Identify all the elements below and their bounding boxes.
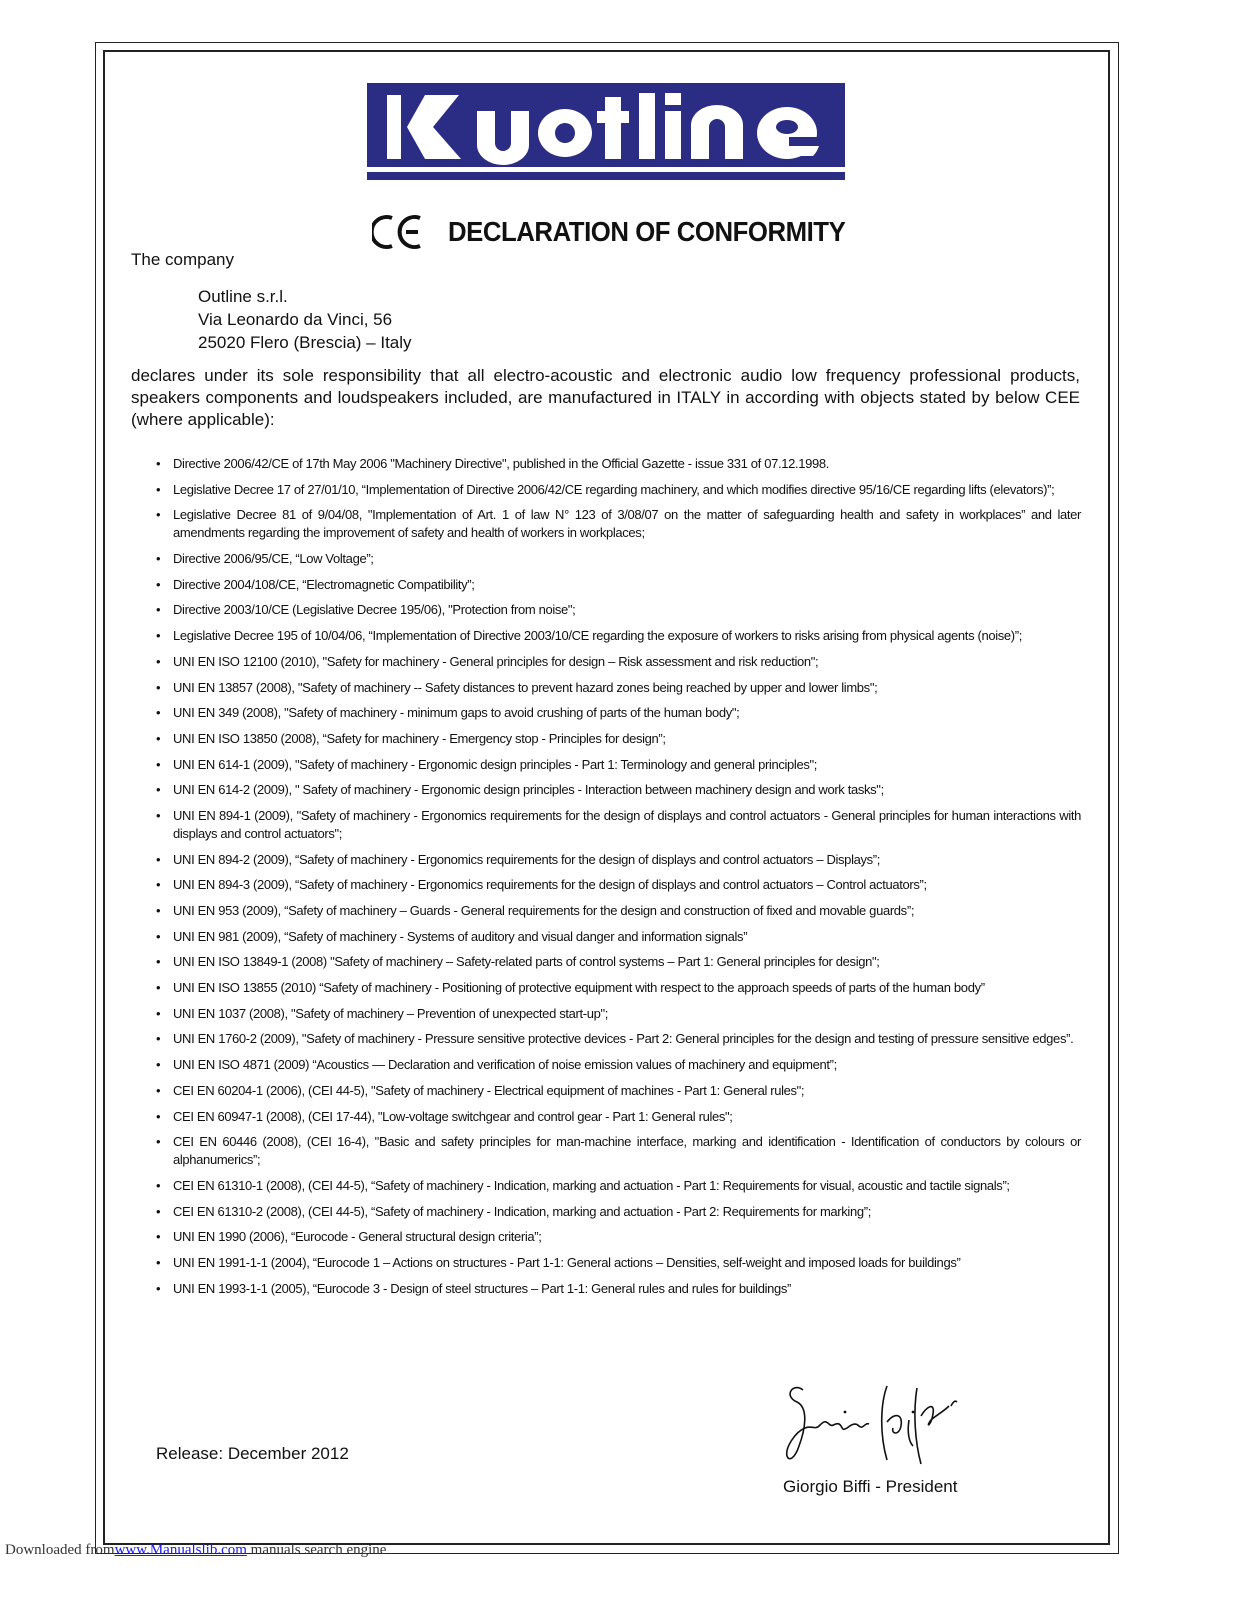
directive-item: • Directive 2006/95/CE, “Low Voltage”; [156,550,1081,568]
directive-item: • Legislative Decree 81 of 9/04/08, "Implementation of Art. 1 of law N° 123 of 3/08/07 on the matter of safeguarding health and safety in workplaces” and later amendments regarding the improvement of safety and health of workers in workplaces; [156,506,1081,542]
directive-item: • UNI EN ISO 4871 (2009) “Acoustics — Declaration and verification of noise emission values of machinery and equipment”; [156,1056,1081,1074]
directive-item: • UNI EN ISO 12100 (2010), "Safety for machinery - General principles for design – Risk assessment and risk reduction"; [156,653,1081,671]
directive-item: • Directive 2006/42/CE of 17th May 2006 "Machinery Directive", published in the Official Gazette - issue 331 of 07.12.1998. [156,455,1081,473]
directive-item: • CEI EN 61310-2 (2008), (CEI 44-5), “Safety of machinery - Indication, marking and actuation - Part 2: Requirements for marking”; [156,1203,1081,1221]
directive-item: • UNI EN ISO 13850 (2008), “Safety for machinery - Emergency stop - Principles for design”; [156,730,1081,748]
directive-item: • UNI EN 1760-2 (2009), "Safety of machinery - Pressure sensitive protective devices - Part 2: General principles for the design and testing of pressure sensitive edges”. [156,1030,1081,1048]
company-name: Outline s.r.l. [198,287,288,306]
directive-item: • CEI EN 61310-1 (2008), (CEI 44-5), “Safety of machinery - Indication, marking and actuation - Part 1: Requirements for visual, acoustic and tactile signals”; [156,1177,1081,1195]
ce-mark-icon [372,214,424,250]
directive-item: • Directive 2004/108/CE, “Electromagnetic Compatibility”; [156,576,1081,594]
company-city: 25020 Flero (Brescia) – Italy [198,333,412,352]
directive-item: • UNI EN 894-2 (2009), “Safety of machinery - Ergonomics requirements for the design of displays and control actuators – Displays”; [156,851,1081,869]
directive-item: • Directive 2003/10/CE (Legislative Decree 195/06), "Protection from noise"; [156,601,1081,619]
directive-item: • UNI EN 1990 (2006), “Eurocode - General structural design criteria”; [156,1228,1081,1246]
directive-item: • Legislative Decree 195 of 10/04/06, “Implementation of Directive 2003/10/CE regarding the exposure of workers to risks arising from physical agents (noise)”; [156,627,1081,645]
download-footer [5,1542,386,1559]
directive-item: • UNI EN 1993-1-1 (2005), “Eurocode 3 - Design of steel structures – Part 1-1: General rules and rules for buildings” [156,1280,1081,1298]
directive-item: • UNI EN 894-1 (2009), "Safety of machinery - Ergonomics requirements for the design of displays and control actuators - General principles for human interactions with displays and control actuators"; [156,807,1081,843]
directive-item: • UNI EN 1991-1-1 (2004), “Eurocode 1 – Actions on structures - Part 1-1: General actions – Densities, self-weight and imposed loads for buildings” [156,1254,1081,1272]
directive-item: • UNI EN 894-3 (2009), “Safety of machinery - Ergonomics requirements for the design of displays and control actuators – Control actuators”; [156,876,1081,894]
signature-image [775,1372,965,1472]
footer-suffix: manuals search engine [246,1542,387,1558]
outline-logo [367,83,845,180]
document-title: DECLARATION OF CONFORMITY [448,216,846,247]
title-row [372,212,880,252]
signer-name: Giorgio Biffi - President [783,1477,958,1496]
company-intro: The company [131,250,234,269]
footer-prefix: Downloaded from [5,1542,115,1558]
manualslib-link[interactable]: www.Manualslib.com [114,1542,247,1558]
directive-item: • UNI EN 614-2 (2009), " Safety of machinery - Ergonomic design principles - Interaction between machinery design and work tasks"; [156,781,1081,799]
directive-item: • UNI EN 614-1 (2009), "Safety of machinery - Ergonomic design principles - Part 1: Terminology and general principles"; [156,756,1081,774]
directive-item: • UNI EN 1037 (2008), "Safety of machinery – Prevention of unexpected start-up"; [156,1005,1081,1023]
directive-item: • CEI EN 60446 (2008), (CEI 16-4), "Basic and safety principles for man-machine interface, marking and identification - Identification of conductors by colours or alphanumerics”; [156,1133,1081,1169]
directive-item: • UNI EN 953 (2009), “Safety of machinery – Guards - General requirements for the design and construction of fixed and movable guards”; [156,902,1081,920]
directive-item: • UNI EN ISO 13849-1 (2008) "Safety of machinery – Safety-related parts of control systems – Part 1: General principles for design"; [156,953,1081,971]
directive-item: • UNI EN 13857 (2008), "Safety of machinery -- Safety distances to prevent hazard zones being reached by upper and lower limbs"; [156,679,1081,697]
directives-list [156,455,1081,1305]
company-address [198,285,412,354]
company-street: Via Leonardo da Vinci, 56 [198,310,393,329]
directive-item: • CEI EN 60204-1 (2006), (CEI 44-5), "Safety of machinery - Electrical equipment of machines - Part 1: General rules"; [156,1082,1081,1100]
directive-item: • Legislative Decree 17 of 27/01/10, “Implementation of Directive 2006/42/CE regarding machinery, and which modifies directive 95/16/CE regarding lifts (elevators)”; [156,481,1081,499]
release-date: Release: December 2012 [156,1444,349,1463]
directive-item: • UNI EN ISO 13855 (2010) “Safety of machinery - Positioning of protective equipment with respect to the approach speeds of parts of the human body” [156,979,1081,997]
directive-item: • UNI EN 349 (2008), "Safety of machinery - minimum gaps to avoid crushing of parts of the human body"; [156,704,1081,722]
declaration-paragraph: declares under its sole responsibility that all electro-acoustic and electronic audio low frequency professional products, speakers components and loudspeakers included, are manufactured in ITALY in according with objects stated by below CEE (where applicable): [131,366,1080,429]
directive-item: • CEI EN 60947-1 (2008), (CEI 17-44), "Low-voltage switchgear and control gear - Part 1: General rules"; [156,1108,1081,1126]
directive-item: • UNI EN 981 (2009), “Safety of machinery - Systems of auditory and visual danger and information signals” [156,928,1081,946]
